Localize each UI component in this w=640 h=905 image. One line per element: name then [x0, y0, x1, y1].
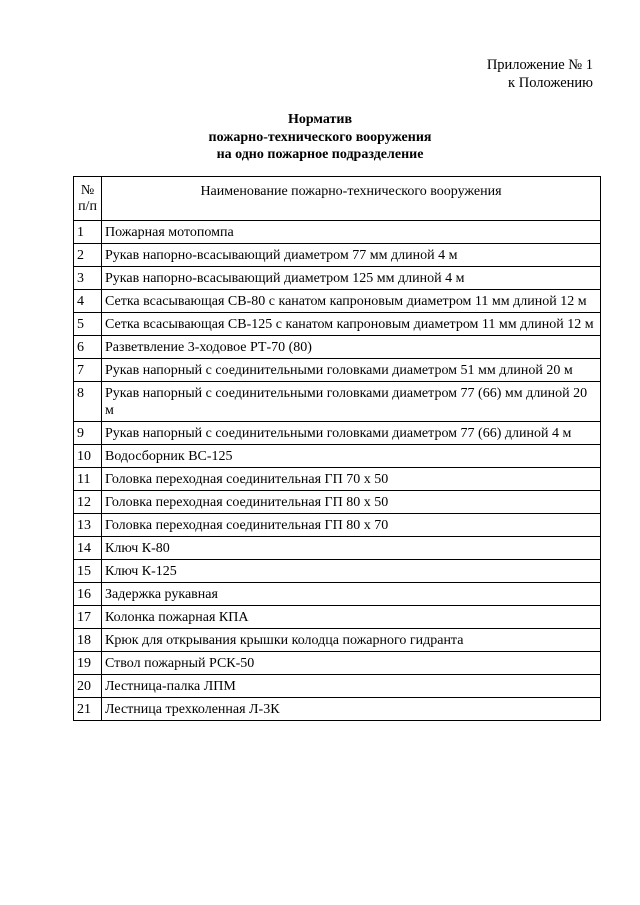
row-equipment-name: Водосборник ВС-125 [102, 445, 601, 468]
row-equipment-name: Рукав напорный с соединительными головками диаметром 77 (66) мм длиной 20 м [102, 382, 601, 422]
document-title [0, 111, 640, 164]
row-equipment-name: Колонка пожарная КПА [102, 606, 601, 629]
row-equipment-name: Ключ К-80 [102, 537, 601, 560]
row-number: 14 [74, 537, 102, 560]
row-equipment-name: Пожарная мотопомпа [102, 221, 601, 244]
table-body [74, 221, 601, 721]
table-row [74, 514, 601, 537]
table-row [74, 468, 601, 491]
title-line-2: пожарно-технического вооружения [208, 129, 432, 145]
column-header-number-line-1: № [80, 182, 95, 198]
row-equipment-name: Рукав напорный с соединительными головками диаметром 51 мм длиной 20 м [102, 359, 601, 382]
table-row [74, 652, 601, 675]
table-row [74, 313, 601, 336]
table-row [74, 537, 601, 560]
row-number: 10 [74, 445, 102, 468]
row-number: 15 [74, 560, 102, 583]
row-equipment-name: Сетка всасывающая СВ-125 с канатом капроновым диаметром 11 мм длиной 12 м [102, 313, 601, 336]
table-row [74, 359, 601, 382]
row-equipment-name: Разветвление 3-ходовое РТ-70 (80) [102, 336, 601, 359]
row-number: 16 [74, 583, 102, 606]
row-number: 13 [74, 514, 102, 537]
row-number: 8 [74, 382, 102, 422]
appendix-note [487, 56, 593, 92]
table-header-row [74, 177, 601, 221]
table-row [74, 244, 601, 267]
title-line-3: на одно пожарное подразделение [216, 147, 424, 162]
row-number: 11 [74, 468, 102, 491]
table-row [74, 629, 601, 652]
table-row [74, 583, 601, 606]
row-equipment-name: Головка переходная соединительная ГП 80 х 70 [102, 514, 601, 537]
row-number: 9 [74, 422, 102, 445]
row-equipment-name: Рукав напорный с соединительными головками диаметром 77 (66) длиной 4 м [102, 422, 601, 445]
column-header-number [74, 177, 102, 221]
table-row [74, 606, 601, 629]
row-number: 5 [74, 313, 102, 336]
table-row [74, 560, 601, 583]
row-equipment-name: Рукав напорно-всасывающий диаметром 125 мм длиной 4 м [102, 267, 601, 290]
row-number: 12 [74, 491, 102, 514]
row-number: 2 [74, 244, 102, 267]
table-row [74, 698, 601, 721]
row-number: 1 [74, 221, 102, 244]
row-number: 19 [74, 652, 102, 675]
row-equipment-name: Ствол пожарный РСК-50 [102, 652, 601, 675]
row-number: 6 [74, 336, 102, 359]
appendix-line-1: Приложение № 1 [486, 57, 593, 73]
column-header-name: Наименование пожарно-технического вооружения [102, 177, 601, 221]
equipment-table [73, 176, 601, 721]
row-number: 18 [74, 629, 102, 652]
row-equipment-name: Сетка всасывающая СВ-80 с канатом капроновым диаметром 11 мм длиной 12 м [102, 290, 601, 313]
table-row [74, 675, 601, 698]
table-row [74, 290, 601, 313]
row-equipment-name: Лестница трехколенная Л-3К [102, 698, 601, 721]
row-number: 4 [74, 290, 102, 313]
row-equipment-name: Лестница-палка ЛПМ [102, 675, 601, 698]
table-row [74, 336, 601, 359]
appendix-line-2: к Положению [508, 75, 593, 91]
row-equipment-name: Головка переходная соединительная ГП 70 х 50 [102, 468, 601, 491]
title-line-1: Норматив [287, 112, 353, 127]
row-number: 3 [74, 267, 102, 290]
column-header-number-line-2: п/п [78, 198, 97, 214]
table-row [74, 491, 601, 514]
table-row [74, 221, 601, 244]
row-equipment-name: Крюк для открывания крышки колодца пожарного гидранта [102, 629, 601, 652]
row-number: 7 [74, 359, 102, 382]
table-row [74, 445, 601, 468]
table-row [74, 422, 601, 445]
row-number: 21 [74, 698, 102, 721]
table-row [74, 267, 601, 290]
row-equipment-name: Ключ К-125 [102, 560, 601, 583]
table-row [74, 382, 601, 422]
row-equipment-name: Рукав напорно-всасывающий диаметром 77 мм длиной 4 м [102, 244, 601, 267]
row-number: 17 [74, 606, 102, 629]
row-number: 20 [74, 675, 102, 698]
row-equipment-name: Задержка рукавная [102, 583, 601, 606]
row-equipment-name: Головка переходная соединительная ГП 80 х 50 [102, 491, 601, 514]
